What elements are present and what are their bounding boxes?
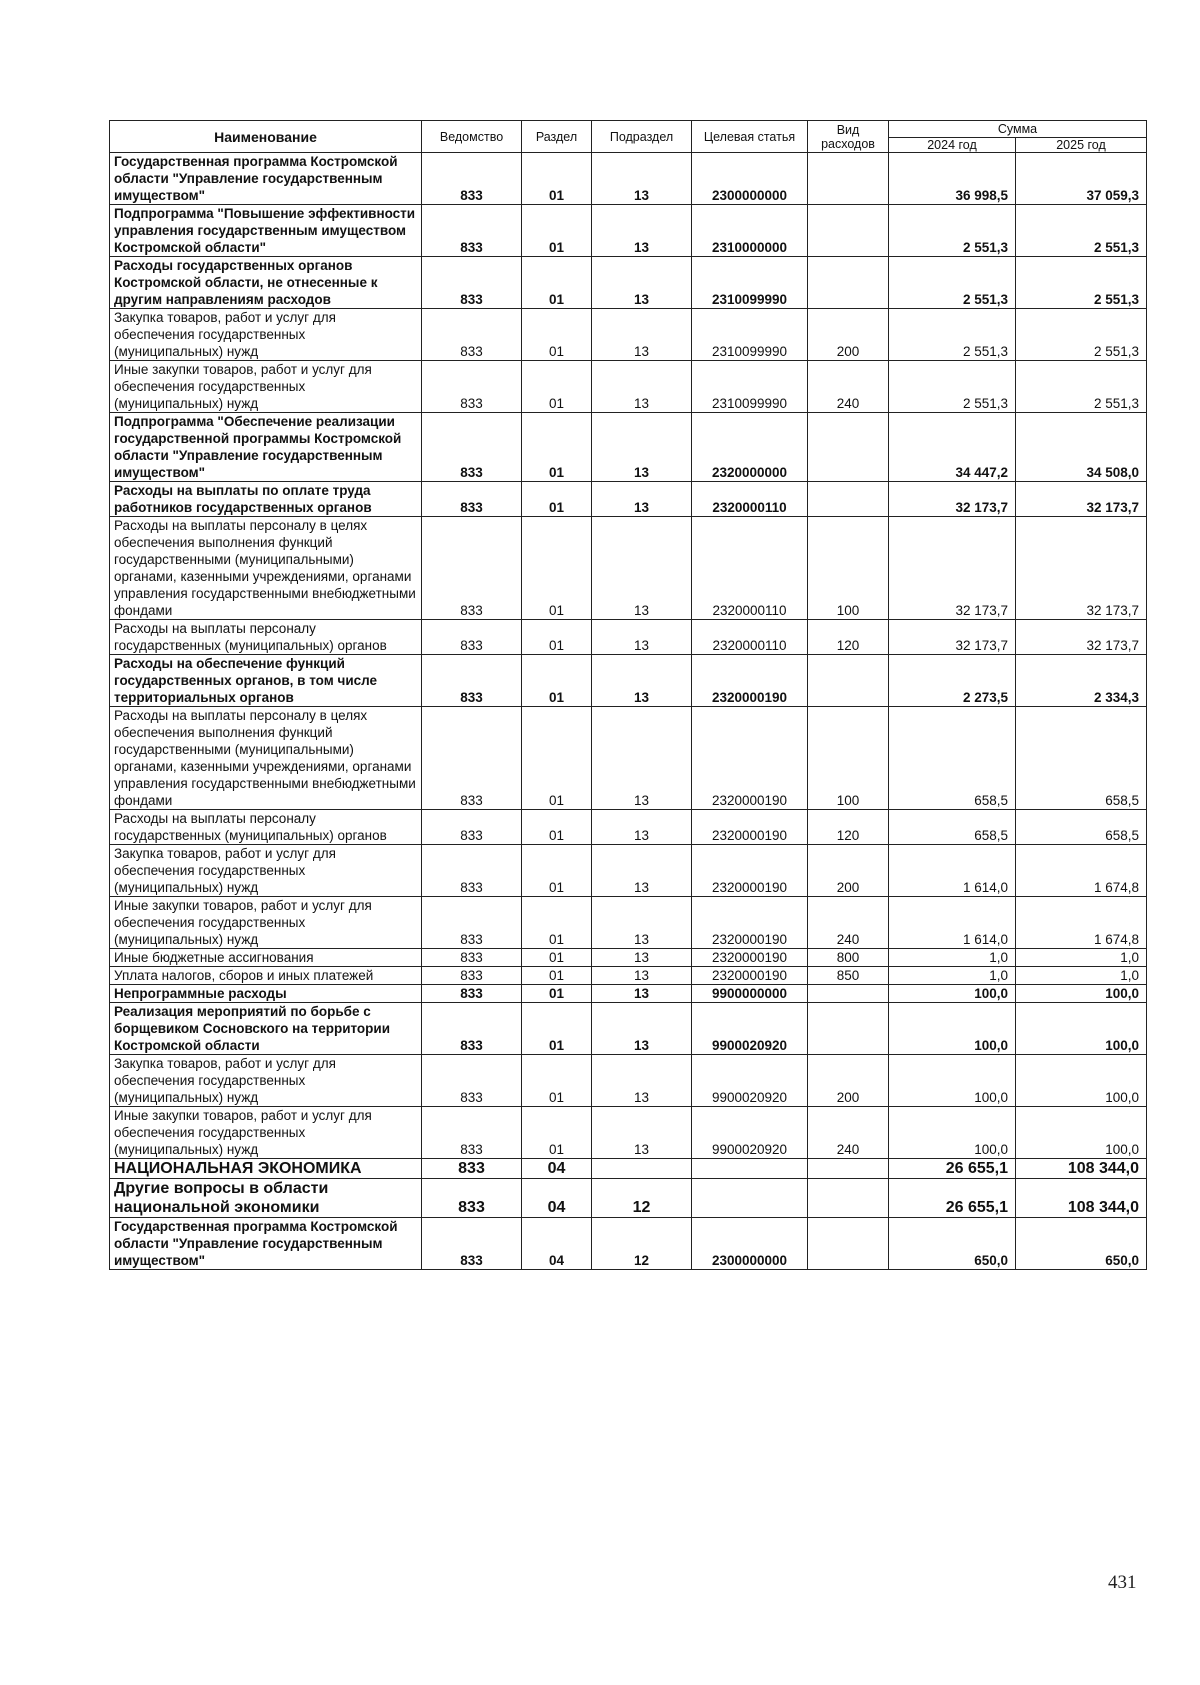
cell-expense-type: 240 (808, 1107, 889, 1159)
cell-name: Расходы на выплаты персоналу государственных (муниципальных) органов (110, 620, 422, 655)
cell-subsection: 13 (592, 153, 692, 205)
cell-department: 833 (422, 205, 522, 257)
cell-name: Иные закупки товаров, работ и услуг для обеспечения государственных (муниципальных) нужд (110, 897, 422, 949)
cell-section: 01 (522, 949, 592, 967)
cell-sum-2024: 100,0 (889, 985, 1016, 1003)
cell-department: 833 (422, 845, 522, 897)
table-row (110, 1159, 1147, 1179)
cell-subsection: 13 (592, 413, 692, 482)
cell-name: Реализация мероприятий по борьбе с борщевиком Сосновского на территории Костромской области (110, 1003, 422, 1055)
cell-section: 01 (522, 985, 592, 1003)
cell-sum-2025: 2 334,3 (1016, 655, 1147, 707)
cell-expense-type: 200 (808, 845, 889, 897)
cell-expense-type (808, 985, 889, 1003)
cell-expense-type (808, 1179, 889, 1218)
table-row (110, 810, 1147, 845)
cell-section: 01 (522, 153, 592, 205)
cell-expense-type: 850 (808, 967, 889, 985)
cell-sum-2024: 658,5 (889, 810, 1016, 845)
cell-department: 833 (422, 1107, 522, 1159)
cell-section: 01 (522, 1107, 592, 1159)
cell-expense-type (808, 1003, 889, 1055)
cell-target: 2320000190 (692, 967, 808, 985)
header-sum: Сумма (889, 121, 1147, 138)
cell-subsection: 13 (592, 949, 692, 967)
cell-department: 833 (422, 257, 522, 309)
cell-section: 04 (522, 1159, 592, 1179)
cell-department: 833 (422, 413, 522, 482)
cell-sum-2024: 36 998,5 (889, 153, 1016, 205)
cell-subsection: 13 (592, 707, 692, 810)
cell-sum-2024: 1 614,0 (889, 845, 1016, 897)
cell-sum-2024: 658,5 (889, 707, 1016, 810)
cell-subsection (592, 1159, 692, 1179)
cell-name: Государственная программа Костромской области "Управление государственным имуществом" (110, 153, 422, 205)
cell-department: 833 (422, 707, 522, 810)
cell-expense-type (808, 413, 889, 482)
table-row (110, 361, 1147, 413)
cell-sum-2024: 2 551,3 (889, 361, 1016, 413)
cell-sum-2024: 100,0 (889, 1055, 1016, 1107)
cell-department: 833 (422, 153, 522, 205)
cell-sum-2025: 2 551,3 (1016, 205, 1147, 257)
cell-section: 01 (522, 967, 592, 985)
cell-name: Закупка товаров, работ и услуг для обеспечения государственных (муниципальных) нужд (110, 309, 422, 361)
cell-section: 01 (522, 413, 592, 482)
table-row (110, 257, 1147, 309)
cell-sum-2025: 650,0 (1016, 1218, 1147, 1270)
cell-subsection: 13 (592, 620, 692, 655)
cell-expense-type: 120 (808, 810, 889, 845)
cell-sum-2025: 2 551,3 (1016, 361, 1147, 413)
header-year-2025: 2025 год (1016, 138, 1147, 153)
table-row (110, 620, 1147, 655)
cell-target: 9900020920 (692, 1055, 808, 1107)
table-row (110, 517, 1147, 620)
cell-subsection: 13 (592, 967, 692, 985)
cell-sum-2024: 1,0 (889, 949, 1016, 967)
table-row (110, 1055, 1147, 1107)
cell-target: 2300000000 (692, 153, 808, 205)
cell-sum-2024: 32 173,7 (889, 620, 1016, 655)
cell-expense-type (808, 205, 889, 257)
cell-sum-2024: 1,0 (889, 967, 1016, 985)
cell-section: 01 (522, 517, 592, 620)
cell-target: 2320000190 (692, 897, 808, 949)
cell-section: 01 (522, 655, 592, 707)
cell-name: Уплата налогов, сборов и иных платежей (110, 967, 422, 985)
cell-section: 04 (522, 1218, 592, 1270)
cell-department: 833 (422, 517, 522, 620)
cell-subsection: 13 (592, 985, 692, 1003)
cell-sum-2024: 32 173,7 (889, 482, 1016, 517)
cell-sum-2025: 1 674,8 (1016, 897, 1147, 949)
cell-section: 01 (522, 205, 592, 257)
cell-expense-type: 200 (808, 309, 889, 361)
cell-sum-2025: 32 173,7 (1016, 482, 1147, 517)
cell-subsection: 13 (592, 309, 692, 361)
header-target: Целевая статья (692, 121, 808, 153)
cell-target (692, 1159, 808, 1179)
cell-target: 9900000000 (692, 985, 808, 1003)
cell-name: Расходы на выплаты персоналу государственных (муниципальных) органов (110, 810, 422, 845)
cell-sum-2025: 100,0 (1016, 1055, 1147, 1107)
cell-expense-type: 240 (808, 897, 889, 949)
cell-department: 833 (422, 361, 522, 413)
cell-name: Другие вопросы в области национальной экономики (110, 1179, 422, 1218)
cell-name: НАЦИОНАЛЬНАЯ ЭКОНОМИКА (110, 1159, 422, 1179)
cell-sum-2024: 2 551,3 (889, 257, 1016, 309)
cell-sum-2024: 32 173,7 (889, 517, 1016, 620)
cell-sum-2024: 650,0 (889, 1218, 1016, 1270)
cell-name: Расходы государственных органов Костромской области, не отнесенные к другим направлениям расходов (110, 257, 422, 309)
cell-sum-2024: 2 273,5 (889, 655, 1016, 707)
cell-section: 01 (522, 845, 592, 897)
cell-target: 9900020920 (692, 1107, 808, 1159)
cell-sum-2024: 100,0 (889, 1107, 1016, 1159)
table-row (110, 897, 1147, 949)
cell-sum-2024: 100,0 (889, 1003, 1016, 1055)
table-row (110, 1003, 1147, 1055)
cell-sum-2025: 1,0 (1016, 967, 1147, 985)
cell-expense-type (808, 655, 889, 707)
cell-sum-2025: 658,5 (1016, 707, 1147, 810)
cell-sum-2025: 32 173,7 (1016, 620, 1147, 655)
cell-name: Иные закупки товаров, работ и услуг для обеспечения государственных (муниципальных) нужд (110, 1107, 422, 1159)
cell-expense-type (808, 1218, 889, 1270)
cell-sum-2024: 2 551,3 (889, 309, 1016, 361)
cell-target: 2320000110 (692, 620, 808, 655)
cell-subsection: 12 (592, 1179, 692, 1218)
cell-subsection: 13 (592, 1055, 692, 1107)
cell-sum-2025: 1,0 (1016, 949, 1147, 967)
cell-name: Непрограммные расходы (110, 985, 422, 1003)
cell-sum-2024: 1 614,0 (889, 897, 1016, 949)
cell-sum-2025: 108 344,0 (1016, 1179, 1147, 1218)
cell-name: Подпрограмма "Обеспечение реализации государственной программы Костромской области "Управление государственным имуществом" (110, 413, 422, 482)
cell-section: 01 (522, 897, 592, 949)
cell-department: 833 (422, 655, 522, 707)
cell-department: 833 (422, 949, 522, 967)
cell-sum-2025: 2 551,3 (1016, 257, 1147, 309)
cell-subsection: 13 (592, 845, 692, 897)
cell-name: Закупка товаров, работ и услуг для обеспечения государственных (муниципальных) нужд (110, 845, 422, 897)
cell-target: 9900020920 (692, 1003, 808, 1055)
table-row (110, 482, 1147, 517)
cell-department: 833 (422, 1159, 522, 1179)
table-row (110, 205, 1147, 257)
cell-sum-2025: 34 508,0 (1016, 413, 1147, 482)
cell-department: 833 (422, 967, 522, 985)
table-header (110, 121, 1147, 153)
cell-section: 01 (522, 361, 592, 413)
cell-sum-2025: 1 674,8 (1016, 845, 1147, 897)
header-year-2024: 2024 год (889, 138, 1016, 153)
cell-name: Расходы на обеспечение функций государственных органов, в том числе территориальных органов (110, 655, 422, 707)
table-body (110, 153, 1147, 1270)
cell-target: 2310000000 (692, 205, 808, 257)
cell-target: 2320000000 (692, 413, 808, 482)
table-row (110, 707, 1147, 810)
cell-expense-type: 100 (808, 517, 889, 620)
table-row (110, 655, 1147, 707)
cell-target: 2310099990 (692, 257, 808, 309)
cell-subsection: 12 (592, 1218, 692, 1270)
header-section: Раздел (522, 121, 592, 153)
cell-subsection: 13 (592, 205, 692, 257)
cell-expense-type: 100 (808, 707, 889, 810)
cell-sum-2025: 658,5 (1016, 810, 1147, 845)
cell-sum-2025: 32 173,7 (1016, 517, 1147, 620)
cell-expense-type (808, 1159, 889, 1179)
cell-target: 2320000190 (692, 949, 808, 967)
budget-sheet (109, 120, 1147, 1270)
cell-section: 01 (522, 257, 592, 309)
cell-department: 833 (422, 309, 522, 361)
table-row (110, 845, 1147, 897)
cell-department: 833 (422, 1179, 522, 1218)
cell-sum-2025: 2 551,3 (1016, 309, 1147, 361)
cell-sum-2024: 26 655,1 (889, 1179, 1016, 1218)
cell-section: 01 (522, 309, 592, 361)
cell-department: 833 (422, 985, 522, 1003)
cell-name: Расходы на выплаты по оплате труда работников государственных органов (110, 482, 422, 517)
cell-section: 01 (522, 707, 592, 810)
table-row (110, 949, 1147, 967)
table-row (110, 1218, 1147, 1270)
budget-table (109, 120, 1147, 1270)
cell-target: 2320000190 (692, 707, 808, 810)
cell-name: Иные бюджетные ассигнования (110, 949, 422, 967)
cell-subsection: 13 (592, 1003, 692, 1055)
cell-sum-2025: 37 059,3 (1016, 153, 1147, 205)
cell-section: 01 (522, 1055, 592, 1107)
cell-target: 2310099990 (692, 309, 808, 361)
cell-subsection: 13 (592, 810, 692, 845)
header-expense-type: Вид расходов (808, 121, 889, 153)
cell-target: 2320000110 (692, 517, 808, 620)
table-row (110, 309, 1147, 361)
cell-expense-type: 240 (808, 361, 889, 413)
cell-name: Расходы на выплаты персоналу в целях обеспечения выполнения функций государственными (муниципальными) органами, казенными учреждениями, органами управления государственными внебюджетными фондами (110, 707, 422, 810)
cell-department: 833 (422, 1218, 522, 1270)
cell-target: 2320000190 (692, 655, 808, 707)
cell-sum-2024: 34 447,2 (889, 413, 1016, 482)
cell-subsection: 13 (592, 361, 692, 413)
cell-sum-2024: 26 655,1 (889, 1159, 1016, 1179)
cell-expense-type: 120 (808, 620, 889, 655)
cell-target: 2320000110 (692, 482, 808, 517)
cell-section: 01 (522, 1003, 592, 1055)
header-department: Ведомство (422, 121, 522, 153)
cell-department: 833 (422, 482, 522, 517)
cell-department: 833 (422, 620, 522, 655)
page-number: 431 (1108, 1572, 1137, 1593)
cell-expense-type: 200 (808, 1055, 889, 1107)
cell-sum-2024: 2 551,3 (889, 205, 1016, 257)
cell-subsection: 13 (592, 482, 692, 517)
cell-target: 2300000000 (692, 1218, 808, 1270)
cell-target: 2320000190 (692, 810, 808, 845)
cell-section: 01 (522, 810, 592, 845)
table-row (110, 967, 1147, 985)
cell-sum-2025: 100,0 (1016, 985, 1147, 1003)
cell-target: 2310099990 (692, 361, 808, 413)
cell-name: Подпрограмма "Повышение эффективности управления государственным имуществом Костромской области" (110, 205, 422, 257)
cell-sum-2025: 108 344,0 (1016, 1159, 1147, 1179)
cell-subsection: 13 (592, 1107, 692, 1159)
table-row (110, 1179, 1147, 1218)
cell-expense-type (808, 257, 889, 309)
cell-department: 833 (422, 810, 522, 845)
cell-name: Иные закупки товаров, работ и услуг для обеспечения государственных (муниципальных) нужд (110, 361, 422, 413)
cell-target: 2320000190 (692, 845, 808, 897)
cell-subsection: 13 (592, 257, 692, 309)
cell-expense-type (808, 153, 889, 205)
table-row (110, 1107, 1147, 1159)
header-name: Наименование (110, 121, 422, 153)
cell-name: Государственная программа Костромской области "Управление государственным имуществом" (110, 1218, 422, 1270)
cell-name: Закупка товаров, работ и услуг для обеспечения государственных (муниципальных) нужд (110, 1055, 422, 1107)
cell-section: 01 (522, 482, 592, 517)
cell-sum-2025: 100,0 (1016, 1107, 1147, 1159)
table-row (110, 153, 1147, 205)
cell-department: 833 (422, 1055, 522, 1107)
cell-department: 833 (422, 897, 522, 949)
cell-expense-type (808, 482, 889, 517)
cell-subsection: 13 (592, 897, 692, 949)
cell-section: 01 (522, 620, 592, 655)
cell-subsection: 13 (592, 655, 692, 707)
cell-expense-type: 800 (808, 949, 889, 967)
cell-department: 833 (422, 1003, 522, 1055)
cell-section: 04 (522, 1179, 592, 1218)
table-row (110, 413, 1147, 482)
cell-subsection: 13 (592, 517, 692, 620)
table-row (110, 985, 1147, 1003)
cell-sum-2025: 100,0 (1016, 1003, 1147, 1055)
cell-target (692, 1179, 808, 1218)
header-subsection: Подраздел (592, 121, 692, 153)
cell-name: Расходы на выплаты персоналу в целях обеспечения выполнения функций государственными (муниципальными) органами, казенными учреждениями, органами управления государственными внебюджетными фондами (110, 517, 422, 620)
